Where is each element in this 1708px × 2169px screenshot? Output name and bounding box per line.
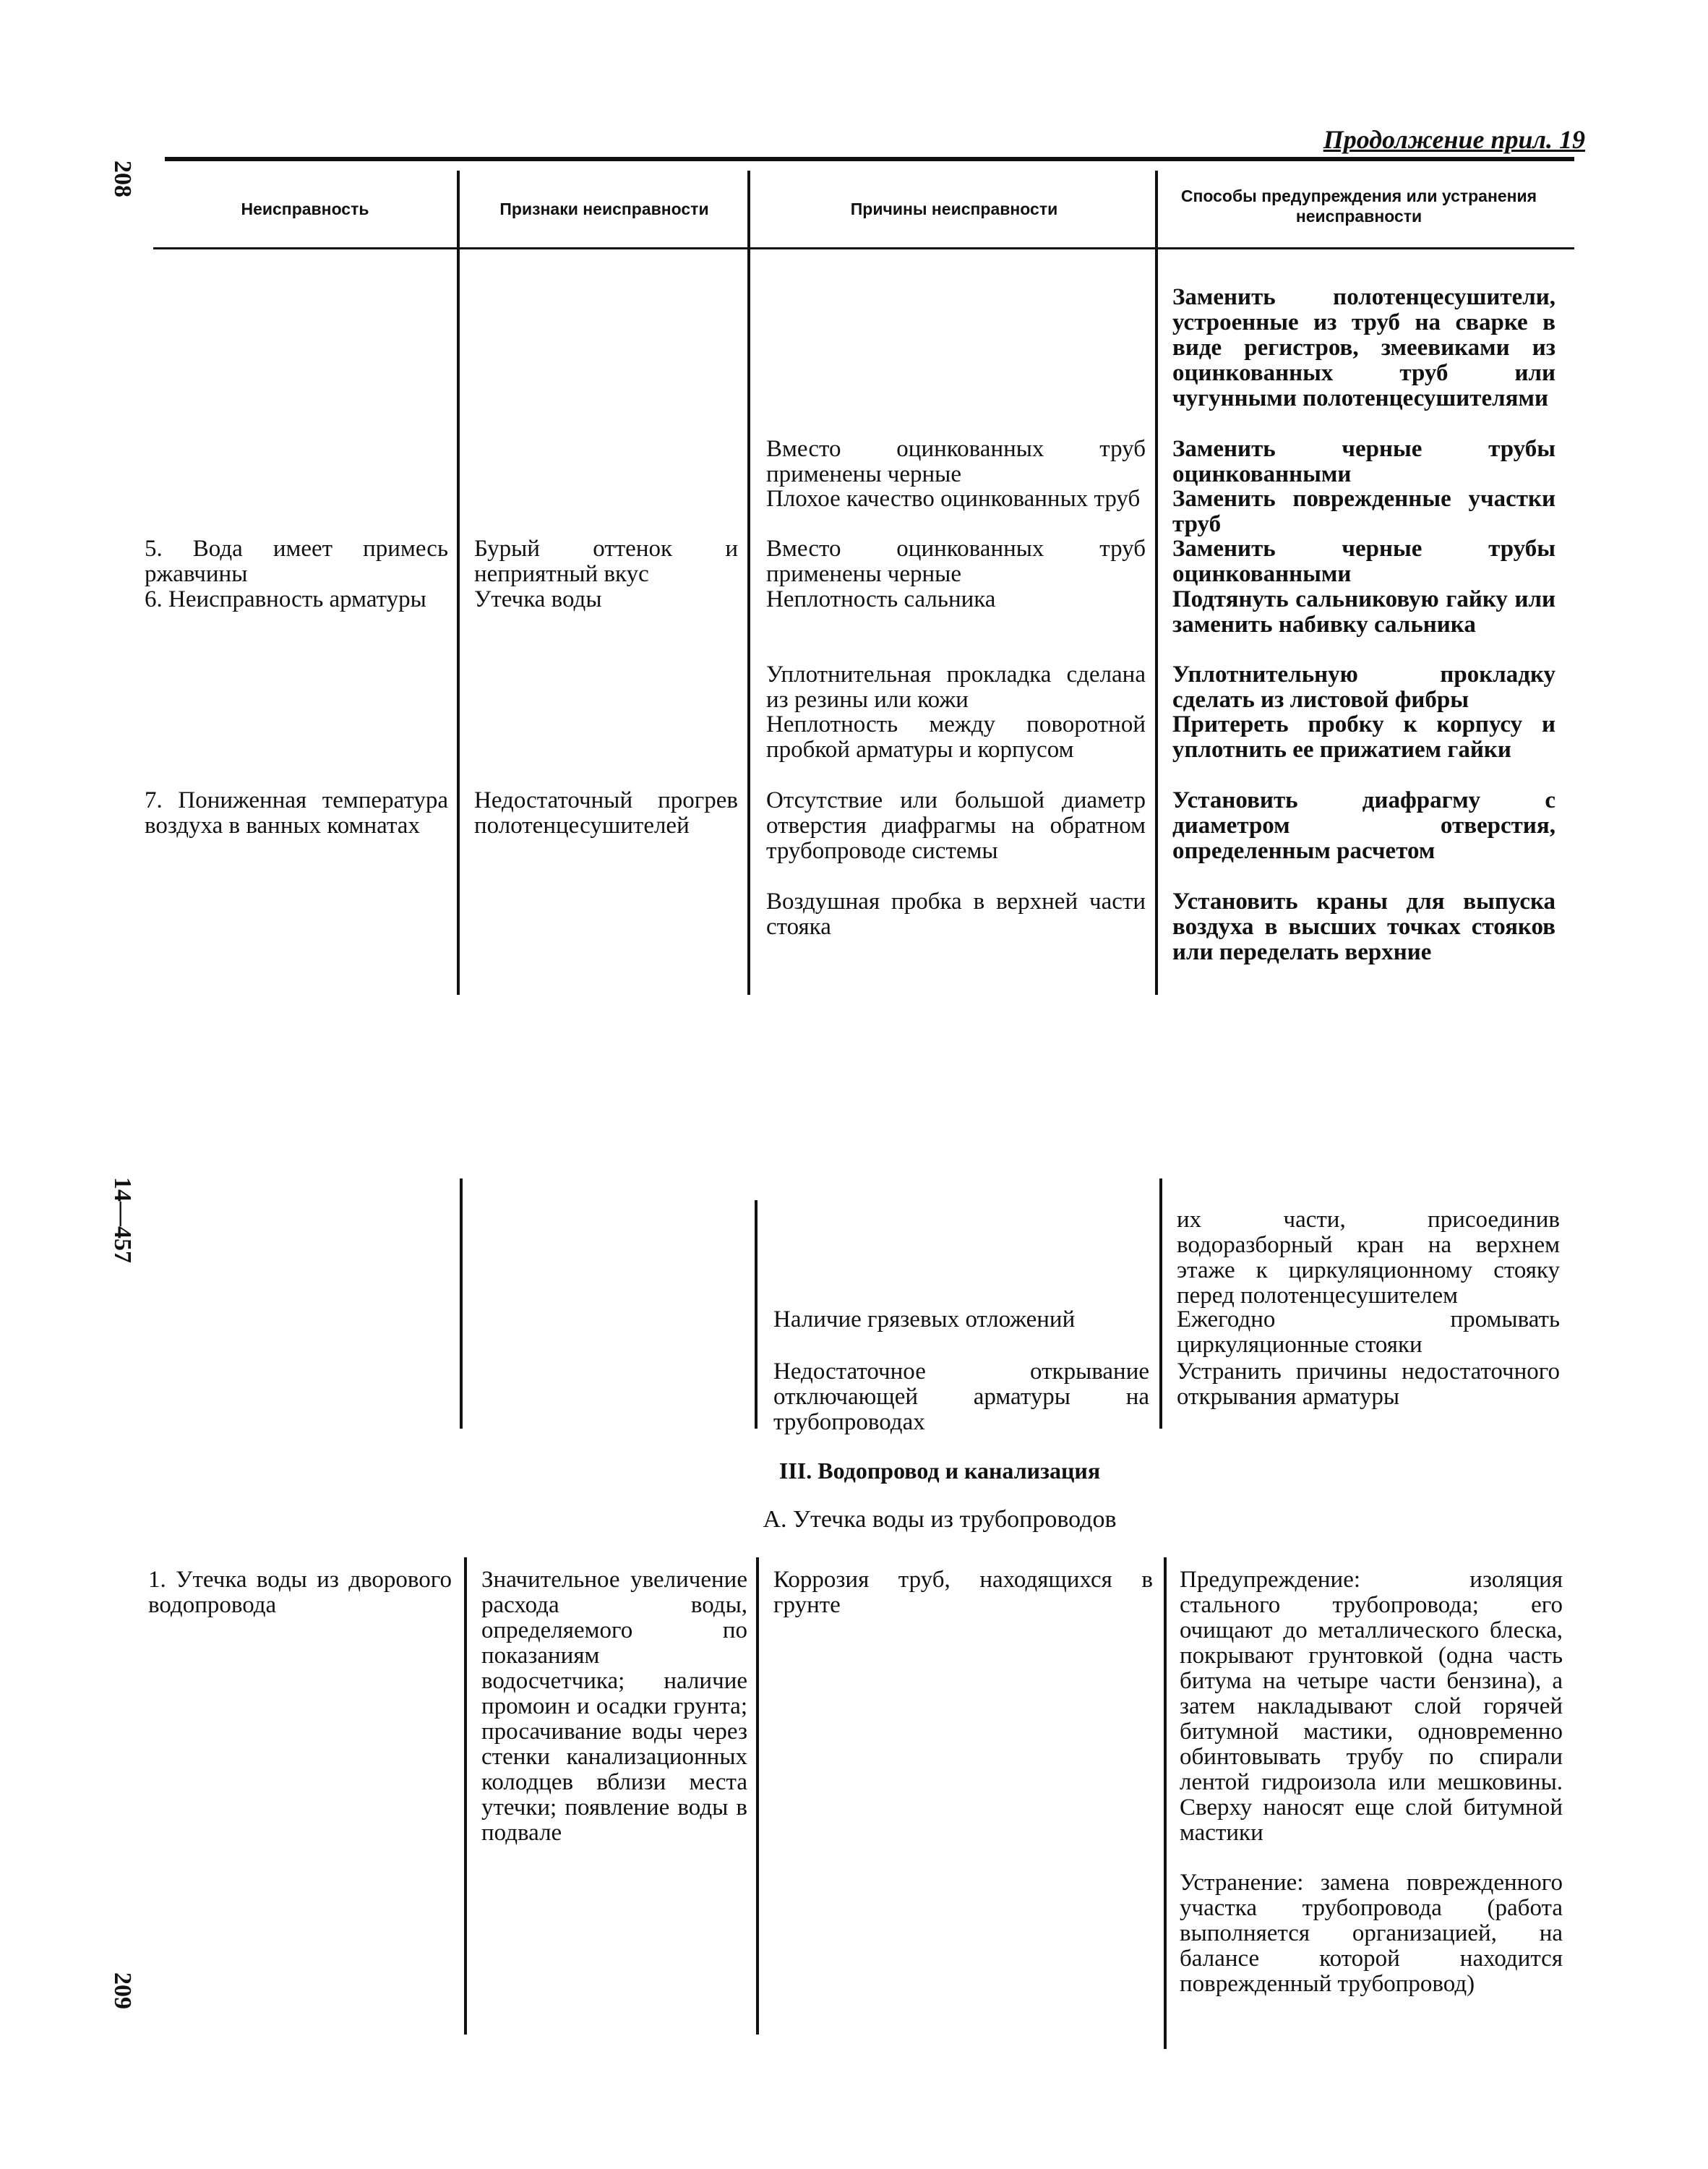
b1-col1-row6: 6. Неисправность арматуры — [145, 586, 426, 612]
b1-col4-row6b: Уплотнительную прокладку сделать из листовой фибры — [1172, 662, 1555, 713]
b1-col4-c: Заменить поврежденные участки труб — [1172, 486, 1555, 537]
b2-col-divider-2 — [755, 1200, 758, 1429]
b2-col4-cont: их части, присоединив водоразборный кран на верхнем этаже к циркуляционному стояку перед полотенцесушителем — [1177, 1207, 1560, 1309]
b1-col1-row7: 7. Пониженная температура воздуха в ванных комнатах — [145, 787, 448, 839]
header-col2: Признаки неисправности — [499, 200, 709, 218]
b3-col-divider-1 — [464, 1557, 467, 2035]
b1-col2-row7: Недостаточный прогрев полотенцесушителей — [474, 787, 738, 839]
b1-col3-row7b: Воздушная пробка в верхней части стояка — [766, 889, 1146, 940]
b3-col1: 1. Утечка воды из дворового водопровода — [148, 1567, 452, 1618]
page-number-top: 208 — [109, 161, 136, 197]
b1-col2-row5: Бурый оттенок и неприятный вкус — [474, 536, 738, 587]
b1-col4-row6a: Подтянуть сальниковую гайку или заменить набивку сальника — [1172, 586, 1555, 638]
header-col3: Причины неисправности — [850, 200, 1058, 218]
header-bottom-rule — [153, 247, 1574, 249]
col-divider-3 — [1155, 171, 1158, 995]
b1-col4-b: Заменить черные трубы оцинкованными — [1172, 436, 1555, 487]
b1-col3-row6b: Уплотнительная прокладка сделана из резины или кожи — [766, 662, 1146, 713]
b1-col3-row6c: Неплотность между поворотной пробкой арматуры и корпусом — [766, 711, 1146, 763]
b3-col2: Значительное увеличение расхода воды, определяемого по показаниям водосчетчика; наличие промоин и осадки грунта; просачивание воды через стенки канализационных колодцев вблизи места утечки; появление воды в подвале — [481, 1567, 747, 1846]
b1-col4-row7b: Установить краны для выпуска воздуха в высших точках стояков или переделать верхние — [1172, 889, 1555, 965]
b1-col4-row7a: Установить диафрагму с диаметром отверстия, определенным расчетом — [1172, 787, 1555, 864]
b1-col3-b: Плохое качество оцинкованных труб — [766, 486, 1141, 512]
header-col4: Способы предупреждения или устранения неисправности — [1180, 187, 1537, 226]
page-number-bottom: 209 — [109, 1972, 136, 2009]
b3-col-divider-3 — [1164, 1557, 1167, 2049]
b3-col4-prevention: Предупреждение: изоляция стального трубопровода; его очищают до металлического блеска, покрывают грунтовкой (одна часть битума на четыре части бензина), а затем накладывают слой горячей битумной мастики, одновременно обинтовывать трубу по спирали лентой гидроизола или мешковины. Сверху наносят еще слой битумной мастики — [1180, 1567, 1563, 1846]
col-divider-2 — [747, 171, 750, 995]
signature-mark: 14—457 — [109, 1177, 136, 1263]
b1-col3-row7a: Отсутствие или большой диаметр отверстия диафрагмы на обратном трубопроводе системы — [766, 787, 1146, 864]
b2-col4-b: Устранить причины недостаточного открывания арматуры — [1177, 1359, 1560, 1410]
b3-col4-fix: Устранение: замена поврежденного участка трубопровода (работа выполняется организацией, на балансе которой находится поврежденный трубопровод) — [1180, 1870, 1563, 1997]
col-divider-1 — [457, 171, 460, 995]
b2-col3-b: Недостаточное открывание отключающей арматуры на трубопроводах — [773, 1359, 1149, 1435]
b3-col-divider-2 — [756, 1557, 759, 2035]
b1-col3-row6a: Неплотность сальника — [766, 586, 996, 612]
section-title: III. Водопровод и канализация — [778, 1458, 1101, 1484]
b1-col4-row5: Заменить черные трубы оцинкованными — [1172, 536, 1555, 587]
section-subtitle: А. Утечка воды из трубопроводов — [763, 1506, 1117, 1533]
b1-col3-row5: Вместо оцинкованных труб применены черные — [766, 536, 1146, 587]
b3-col3: Коррозия труб, находящихся в грунте — [773, 1567, 1153, 1618]
b2-col-divider-1 — [460, 1178, 463, 1429]
b1-col3-a: Вместо оцинкованных труб применены черные — [766, 436, 1146, 487]
header-col1: Неисправность — [241, 200, 369, 218]
b2-col4-a: Ежегодно промывать циркуляционные стояки — [1177, 1306, 1560, 1358]
b1-col4-a: Заменить полотенцесушители, устроенные из труб на сварке в виде регистров, змеевиками из оцинкованных труб или чугунными полотенцесушителями — [1172, 284, 1555, 411]
b1-col2-row6: Утечка воды — [474, 586, 602, 612]
b1-col4-row6c: Притереть пробку к корпусу и уплотнить ее прижатием гайки — [1172, 711, 1555, 763]
b1-col1-row5: 5. Вода имеет примесь ржавчины — [145, 536, 448, 587]
b2-col3-a: Наличие грязевых отложений — [773, 1306, 1076, 1332]
continuation-label: Продолжение прил. 19 — [1323, 125, 1585, 154]
header-top-rule — [165, 157, 1574, 161]
b2-col-divider-3 — [1159, 1178, 1162, 1429]
